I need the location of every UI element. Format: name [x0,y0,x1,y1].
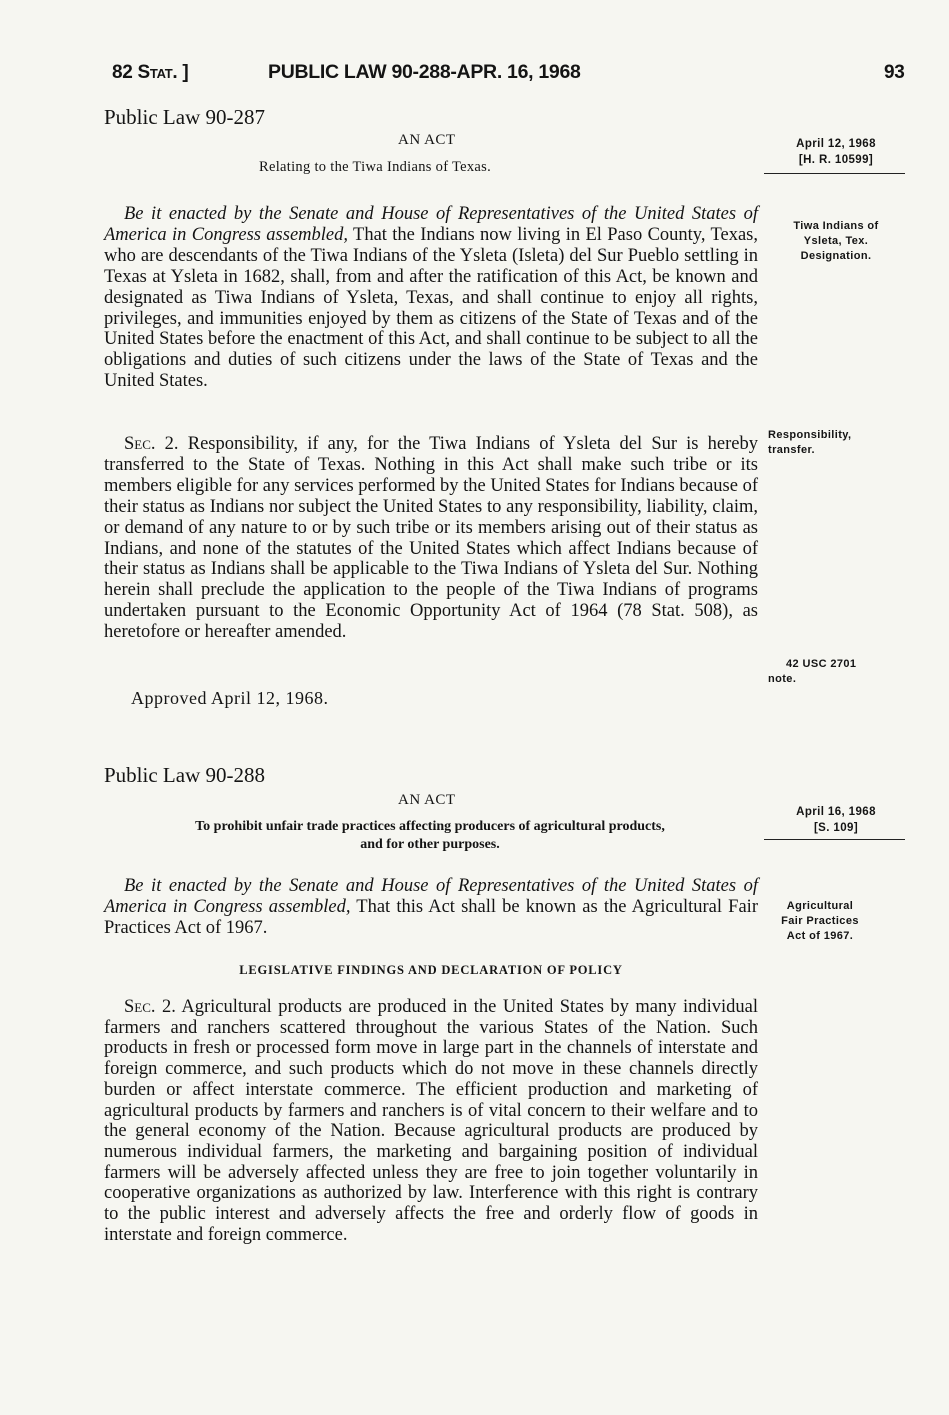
note-short-line3: Act of 1967. [786,930,854,942]
law2-title-line2: and for other purposes. [360,837,500,852]
law1-number: Public Law 90-287 [104,105,265,129]
law1-section-2 [104,434,758,643]
law2-title [102,818,758,854]
law2-margin-rule [764,839,905,840]
law1-approved: Approved April 12, 1968. [131,688,329,708]
page-number: 93 [884,62,905,83]
law2-section-2 [104,997,758,1245]
law2-title-line1: To prohibit unfair trade practices affecting producers of agricultural products, [195,819,665,834]
law1-section-1 [104,204,758,392]
law2-heading: LEGISLATIVE FINDINGS AND DECLARATION OF POLICY [239,963,623,977]
law2-section-1 [104,876,758,939]
law1-subtitle: Relating to the Tiwa Indians of Texas. [259,159,492,175]
note-designation-line1: Tiwa Indians of [793,220,879,232]
note-short-title [764,899,876,944]
stat-label: Stat. [137,62,178,83]
running-header-stat [112,63,188,82]
note-resp-line2: transfer. [768,444,816,456]
law2-number: Public Law 90-288 [104,763,265,787]
law2-margin-date: April 16, 1968 [796,806,876,818]
law1-margin-date: April 12, 1968 [796,138,876,150]
law2-margin-bill: [S. 109] [813,822,859,834]
note-usc-line2: note. [768,673,797,685]
note-short-line1: Agricultural [786,900,854,912]
note-usc [768,657,908,687]
running-header-title: PUBLIC LAW 90-288-APR. 16, 1968 [268,61,581,83]
law2-sec1-text: That this Act shall be known as the Agricultural Fair Practices Act of 1967. [104,896,758,938]
law1-sec1-text: That the Indians now living in El Paso County, Texas, who are descendants of the Tiwa Indians of the Ysleta (Isleta) del Sur Pueblo settling in Texas at Ysleta in 1682, shall, from and after the ratification of this Act, be known and designated as Tiwa Indians of Ysleta, Texas, and shall continue to enjoy all rights, privileges, and immunities enjoyed by them as citizens of the State of Texas and of the United States before the enactment of this Act, and shall continue to be subject to all the obligations and duties of such citizens under the laws of the State of Texas and the United States. [104,224,758,392]
law1-act-label: AN ACT [398,132,456,148]
stat-volume: 82 [112,62,133,83]
law1-sec2-text: Responsibility, if any, for the Tiwa Indians of Ysleta del Sur is hereby transferred to the State of Texas. Nothing in this Act shall make such tribe or its members eligible for any services performed by the United States for Indians because of their status as Indians nor subject the United States to any responsibility, liability, claim, or demand of any nature to or by such tribe or its members arising out of their status as Indians, and none of the statutes of the United States which affect Indians because of their status as Indians shall be applicable to the Tiwa Indians of Ysleta del Sur. Nothing herein shall preclude the application to the people of the Tiwa Indians of programs undertaken pursuant to the Economic Opportunity Act of 1964 (78 Stat. 508), as heretofore or hereafter amended. [104,434,758,643]
law1-margin-rule [764,173,905,174]
law1-enacting-clause: Be it enacted by the Senate and House of Representatives of the United States of America in Congress assembled, [104,204,758,245]
note-designation [764,219,908,264]
note-designation-line2: Ysleta, Tex. [803,235,869,247]
note-short-line2: Fair Practices [781,915,859,927]
law2-sec2-text: Agricultural products are produced in the United States by many individual farmers and ranchers scattered throughout the various States of the Nation. Such products in fresh or processed form move in large part in the channels of interstate and foreign commerce, and such products which do not move in these channels directly burden or affect interstate commerce. The efficient production and marketing of agricultural products by farmers and ranchers is of vital concern to their welfare and to the general economy of the Nation. Because agricultural products are produced by numerous individual farmers, the marketing and bargaining position of individual farmers will be adversely affected unless they are free to join together voluntarily in cooperative organizations as authorized by law. Interference with this right is contrary to the public interest and adversely affects the free and orderly flow of goods in interstate and foreign commerce. [104,997,759,1245]
stat-bracket: ] [182,62,189,83]
note-designation-line3: Designation. [800,250,872,262]
law1-sec2-label: Sec. 2. [124,434,179,454]
note-responsibility [768,428,908,458]
law2-sec2-label: Sec. 2. [124,997,176,1017]
law2-act-label: AN ACT [398,792,456,808]
law1-margin-bill: [H. R. 10599] [798,154,874,166]
law2-enacting-clause: Be it enacted by the Senate and House of Representatives of the United States of America in Congress assembled, [104,876,758,917]
note-usc-line1: 42 USC 2701 [786,658,857,670]
note-resp-line1: Responsibility, [768,429,852,441]
